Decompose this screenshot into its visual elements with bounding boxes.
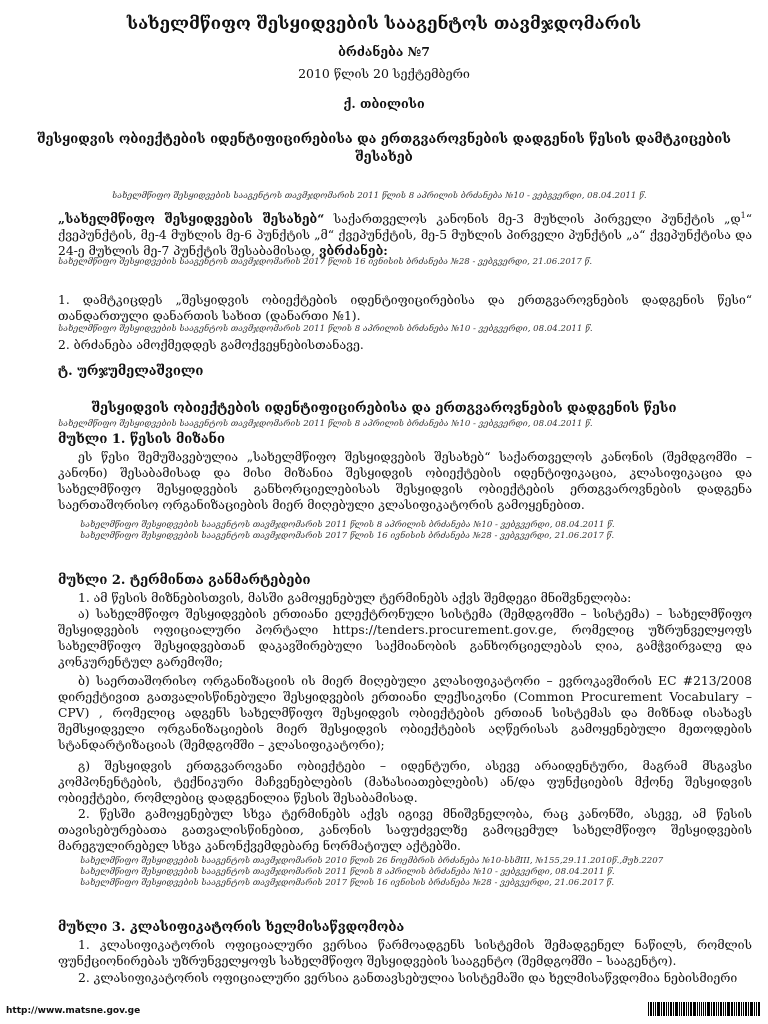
barcode-stripe [745,1002,747,1016]
barcode-stripe [653,1002,654,1016]
barcode-stripe [670,1002,672,1016]
barcode-stripe [743,1002,744,1016]
barcode-stripe [657,1002,660,1016]
article-2-item-a: ა) სახელმწიფო შესყიდვების ერთიანი ელექტრონული სისტემა (შემდგომში – სისტემა) – სახელმწიფო შესყიდვების ოფიციალური პორტალი https://tenders.procurement.gov.ge, რომელიც უზრუნველყოფს სახელმწიფო შესყიდვებთან დაკავშირებული საქმიანობის განხორციელებას ღია, გამჭვირვალე და კონკურენტულ გარემოში; [58,607,752,669]
article-2-item-g: გ) შესყიდვის ერთგვაროვანი ობიექტები – იდენტური, ასევე არაიდენტური, მაგრამ მსგავსი კომპონენტების, ტექნიკური მაჩვენებლების (მახასიათებლების) ან/და ფუნქციების მქონე შესყიდვის ობიექტები, რომლებიც დადგენილია წესის შესაბამისად. [58,759,752,805]
barcode-stripe [727,1002,730,1016]
order-subject [30,131,738,167]
amendment-note: სახელმწიფო შესყიდვების სააგენტოს თავმჯდომარის 2011 წლის 8 აპრილის ბრძანება №10 - ვებგვერდი, 08.04.2011 წ. [80,520,615,530]
barcode-stripe [701,1002,703,1016]
preamble-sup: 1 [740,211,746,220]
barcode-stripe [756,1002,757,1016]
barcode-stripe [668,1002,669,1016]
preamble-text-a: საქართველოს კანონის მე-3 მუხლის პირველი პუნქტის „დ [324,212,741,227]
barcode-stripe [750,1002,753,1016]
barcode-stripe [663,1002,665,1016]
barcode-stripe [686,1002,687,1016]
barcode-stripe [713,1002,715,1016]
amendment-note: სახელმწიფო შესყიდვების სააგენტოს თავმჯდომარის 2011 წლის 8 აპრილის ბრძანება №10 - ვებგვერდი, 08.04.2011 წ. [112,191,647,201]
barcode-stripe [741,1002,742,1016]
barcode-stripe [754,1002,755,1016]
barcode-stripe [734,1002,735,1016]
barcode-stripe [758,1002,760,1016]
article-1-text: ეს წესი შემუშავებულია „სახელმწიფო შესყიდვების შესახებ“ საქართველოს კანონის (შემდგომში – კანონი) შესაბამისად და მისი მიზანია შესყიდვის ობიექტების იდენტიფიკაცია, კლასიფიკაცია და სახელმწიფო შესყიდვების განხორციელებისას შესყიდვის ობიექტების ერთგვაროვნების დადგენა საერთაშორისო ორგანიზაციების მიერ მიღებული კლასიფიკატორის გამოყენებით. [58,450,752,512]
barcode-stripe [711,1002,712,1016]
barcode-stripe [679,1002,680,1016]
article-3-paragraph-2: 2. კლასიფიკატორის ოფიციალური ვერსია განთავსებულია სისტემაში და ხელმისაწვდომია ნებისმიერი [78,971,738,985]
barcode-stripe [723,1002,724,1016]
item-2: 2. ბრძანება ამოქმედდეს გამოქვეყნებისთანავე. [58,338,364,352]
preamble-paragraph [58,208,752,259]
amendment-note: სახელმწიფო შესყიდვების სააგენტოს თავმჯდომარის 2011 წლის 8 აპრილის ბრძანება №10 - ვებგვერდი, 08.04.2011 წ. [80,867,615,877]
signature: ტ. ურჯუმელაშვილი [58,364,204,379]
barcode-stripe [716,1002,717,1016]
order-city: ქ. თბილისი [343,96,425,111]
barcode-stripe [731,1002,733,1016]
article-1-heading: მუხლი 1. წესის მიზანი [58,432,225,447]
barcode-stripe [693,1002,696,1016]
article-2-item-b: ბ) საერთაშორისო ორგანიზაციის ის მიერ მიღებული კლასიფიკატორი – ევროკავშირის EC #213/2008 დირექტივით გათვალისწინებული შესყიდვების ერთიანი ლექსიკონი (Common Procurement Vocabulary – CPV) , რომელიც ადგენს სახელმწიფო შესყიდვის ობიექტების ერთიან სისტემას და მიზნად ისახავს შემსყიდველი ორგანიზაციების მიერ შესყიდვის ობიექტების აღწერისას გამოყენებული მეთოდების სტანდარტიზაციას (შემდგომში – კლასიფიკატორი); [58,674,752,752]
barcode-stripe [707,1002,710,1016]
preamble-text-b: “ ქვეპუნქტის, მე-4 მუხლის მე-6 პუნქტის „მ“ ქვეპუნქტის, მე-5 მუხლის პირველი პუნქტის „ა“ ქვეპუნქტისა და 24-ე მუხლის მე-7 პუნქტის შესაბამისად, [58,212,752,259]
order-subject-line1: შესყიდვის ობიექტების იდენტიფიცირებისა და ერთგვაროვნების დადგენის წესის დამტკიცების [37,132,731,147]
barcode-stripe [703,1002,704,1016]
barcode-stripe [648,1002,649,1016]
article-2-heading: მუხლი 2. ტერმინთა განმარტებები [58,573,311,588]
barcode-stripe [697,1002,698,1016]
barcode-stripe [705,1002,706,1016]
amendment-note: სახელმწიფო შესყიდვების სააგენტოს თავმჯდომარის 2017 წლის 16 ივნისის ბრძანება №28 - ვებგვერდი, 21.06.2017 წ. [58,257,593,267]
barcode-stripe [666,1002,667,1016]
order-number: ბრძანება №7 [338,44,430,59]
article-2-paragraph-2: 2. წესში გამოყენებულ სხვა ტერმინებს აქვს იგივე მნიშვნელობა, რაც კანონში, ასევე, ამ წესის თავისებურებათა გათვალისწინებით, კანონის საფუძველზე გამოცემულ სახელმწიფო შესყიდვების მარეგულირებელ სხვა კანონქვემდებარე ნორმატიულ აქტებში. [58,807,752,853]
barcode-stripe [718,1002,719,1016]
amendment-note: სახელმწიფო შესყიდვების სააგენტოს თავმჯდომარის 2017 წლის 16 ივნისის ბრძანება №28 - ვებგვერდი, 21.06.2017 წ. [80,531,615,541]
matsne-link[interactable]: http://www.matsne.gov.ge [6,1006,141,1016]
barcode-stripe [699,1002,700,1016]
barcode-stripe [748,1002,749,1016]
order-subject-line2: შესახებ [355,150,413,165]
barcode-stripe [738,1002,740,1016]
barcode-stripe [673,1002,674,1016]
barcode-stripe [736,1002,737,1016]
item-1: 1. დამტკიცდეს „შესყიდვის ობიექტების იდენტიფიცირებისა და ერთგვაროვნების დადგენის წესი“ თანდართული დანართის სახით (დანართი №1). [58,293,752,323]
ordered-word: ვბრძანებ: [318,243,388,259]
order-date: 2010 წლის 20 სექტემბერი [298,66,470,81]
article-3-paragraph-1: 1. კლასიფიკატორის ოფიციალური ვერსია წარმოადგენს სისტემის შემადგენელ ნაწილს, რომლის ფუნქციონირებას უზრუნველყოფს სახელმწიფო შესყიდვების სააგენტო (შემდგომში – სააგენტო). [58,938,752,968]
barcode-stripe [661,1002,662,1016]
barcode-stripe [675,1002,678,1016]
amendment-note: სახელმწიფო შესყიდვების სააგენტოს თავმჯდომარის 2017 წლის 16 ივნისის ბრძანება №28 - ვებგვერდი, 21.06.2017 წ. [80,878,615,888]
barcode-stripe [688,1002,689,1016]
barcode-stripe [681,1002,682,1016]
barcode-stripe [720,1002,722,1016]
barcode-stripe [655,1002,656,1016]
agency-chairman-title: სახელმწიფო შესყიდვების სააგენტოს თავმჯდომარის [126,14,642,34]
amendment-note: სახელმწიფო შესყიდვების სააგენტოს თავმჯდომარის 2011 წლის 8 აპრილის ბრძანება №10 - ვებგვერდი, 08.04.2011 წ. [58,419,593,429]
barcode-stripe [725,1002,726,1016]
barcode-stripe [690,1002,692,1016]
amendment-note: სახელმწიფო შესყიდვების სააგენტოს თავმჯდომარის 2010 წლის 26 ნოემბრის ბრძანება №10-სსმIII, №155,29.11.2010წ.,მუხ.2207 [80,856,664,866]
amendment-note: სახელმწიფო შესყიდვების სააგენტოს თავმჯდომარის 2011 წლის 8 აპრილის ბრძანება №10 - ვებგვერდი, 08.04.2011 წ. [58,324,593,334]
article-3-heading: მუხლი 3. კლასიფიკატორის ხელმისაწვდომობა [58,920,405,935]
barcode-stripe [650,1002,652,1016]
barcode-stripe [683,1002,685,1016]
rule-title: შესყიდვის ობიექტების იდენტიფიცირებისა და ერთგვაროვნების დადგენის წესი [91,401,677,416]
law-name: „სახელმწიფო შესყიდვების შესახებ“ [58,211,325,227]
barcode-image [648,1002,760,1016]
article-2-intro: 1. ამ წესის მიზნებისთვის, მასში გამოყენებულ ტერმინებს აქვს შემდეგი მნიშვნელობა: [78,591,632,605]
